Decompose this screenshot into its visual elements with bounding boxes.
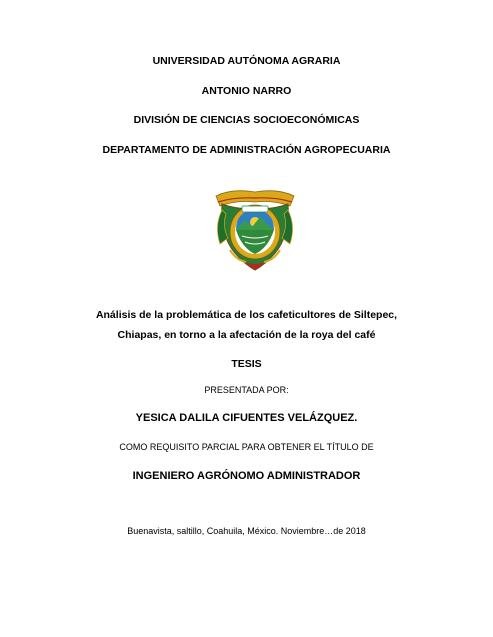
university-name: UNIVERSIDAD AUTÓNOMA AGRARIA bbox=[152, 55, 341, 67]
degree-title: INGENIERO AGRÓNOMO ADMINISTRADOR bbox=[132, 470, 361, 482]
thesis-title-line-1: Análisis de la problemática de los cafeticultores de Siltepec, bbox=[95, 309, 398, 321]
place-and-date: Buenavista, saltillo, Coahuila, México. Noviembre…de 2018 bbox=[127, 526, 366, 536]
department-name: DEPARTAMENTO DE ADMINISTRACIÓN AGROPECUARIA bbox=[102, 144, 391, 156]
university-seal-icon bbox=[212, 186, 298, 276]
thesis-title-line-2: Chiapas, en torno a la afectación de la roya del café bbox=[117, 329, 376, 341]
degree-requirement: COMO REQUISITO PARCIAL PARA OBTENER EL TÍTULO DE bbox=[119, 442, 374, 452]
author-name: YESICA DALILA CIFUENTES VELÁZQUEZ. bbox=[135, 412, 358, 424]
document-type: TESIS bbox=[231, 358, 262, 370]
presented-by-label: PRESENTADA POR: bbox=[204, 385, 289, 395]
university-founder: ANTONIO NARRO bbox=[201, 85, 292, 97]
division-name: DIVISIÓN DE CIENCIAS SOCIOECONÓMICAS bbox=[133, 114, 360, 126]
